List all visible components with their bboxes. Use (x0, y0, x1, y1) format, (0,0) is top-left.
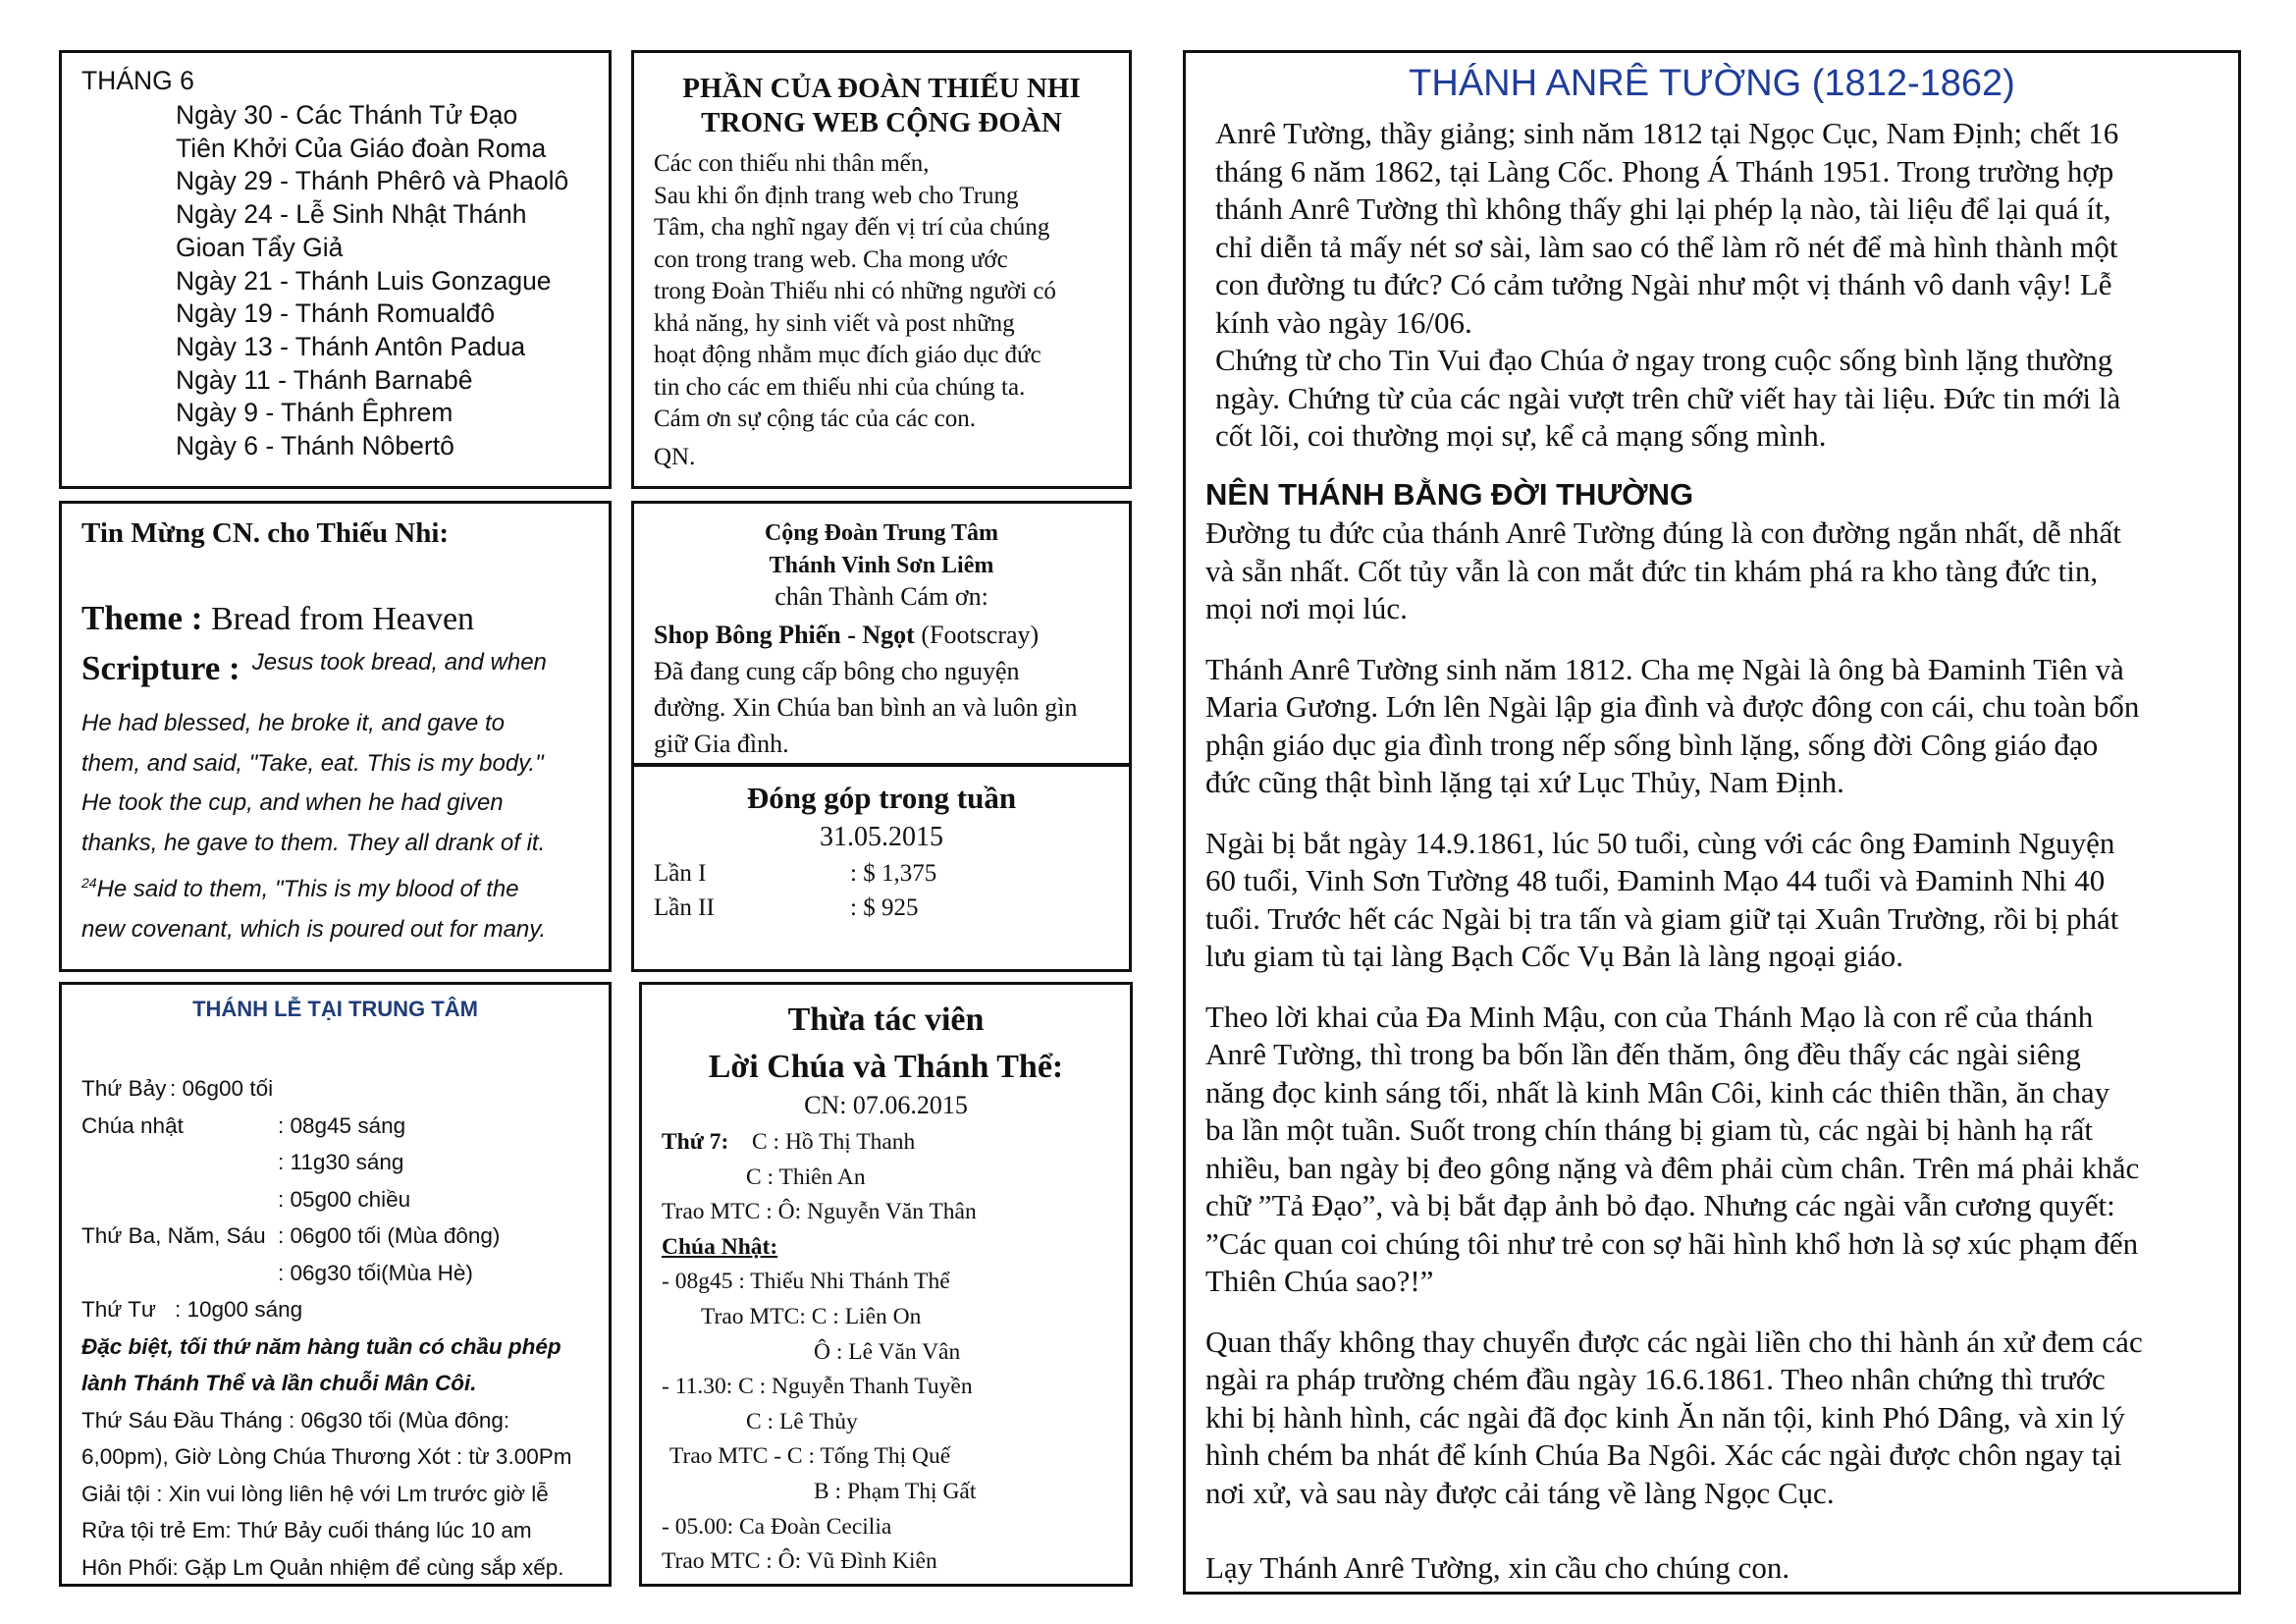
mass-note: Hôn Phối: Gặp Lm Quản nhiệm để cùng sắp xếp. (81, 1554, 564, 1580)
saint-paragraph: Ngài bị bắt ngày 14.9.1861, lúc 50 tuổi, cùng với các ông Đaminh Nguyện 60 tuổi, Vinh Sơn Tường 48 tuổi, Đaminh Mạo 44 tuổi và Đaminh Nhi 40 tuổi. Trước hết các Ngài bị tra tấn và giam giữ tại Xuân Trường, rồi bị phát lưu giam tù tại làng Bạch Cốc Vụ Bản là làng ngoại giáo. (1205, 825, 2119, 973)
june-item: Ngày 9 - Thánh Êphrem (176, 398, 454, 428)
donation-title: Đóng góp trong tuần (746, 781, 1017, 815)
june-item: Ngày 13 - Thánh Antôn Padua (176, 331, 526, 361)
scripture-body: He had blessed, he broke it, and gave to them, and said, "Take, eat. This is my body." He took the cup, and when he had given thanks, he gave to them. They all drank of it. $^{24}$He said to them, "This is my blood of the new covenant, which is poured out for many. (81, 710, 547, 943)
saint-closing-prayer: Lạy Thánh Anrê Tường, xin cầu cho chúng con. (1205, 1550, 1790, 1585)
scripture-label: Scripture : (81, 649, 240, 687)
mass-special: Đặc biệt, tối thứ năm hàng tuần có chầu phép (81, 1333, 561, 1359)
mass-special: lành Thánh Thể và lần chuỗi Mân Côi. (81, 1371, 477, 1395)
saint-title: THÁNH ANRÊ TƯỜNG (1812-1862) (1409, 63, 2015, 104)
sunday-label: Chúa Nhật: (662, 1233, 778, 1260)
gospel-heading: Tin Mừng CN. cho Thiếu Nhi: (81, 517, 450, 549)
gospel-scripture-heading (81, 649, 547, 688)
ministers-box (639, 982, 1133, 1587)
saint-paragraph: Đường tu đức của thánh Anrê Tường đúng là con đường ngắn nhất, dễ nhất và sẵn nhất. Cốt tủy vẫn là con mắt đức tin khám phá ra kho tàng đức tin, mọi nơi mọi lúc. (1205, 515, 2121, 625)
theme-label: Theme : (81, 599, 203, 637)
thanks-heading: Cộng Đoàn Trung Tâm Thánh Vinh Sơn Liêm (764, 520, 999, 578)
saint-body (1205, 514, 2143, 1588)
mass-title: THÁNH LỄ TẠI TRUNG TÂM (192, 997, 478, 1021)
june-heading: THÁNG 6 (81, 66, 194, 95)
june-feasts-box (59, 50, 612, 489)
june-item: Gioan Tẩy Giả (176, 232, 344, 262)
gospel-box (59, 501, 612, 972)
june-item: Ngày 29 - Thánh Phêrô và Phaolô (176, 166, 569, 196)
ministers-date: CN: 07.06.2015 (804, 1091, 968, 1119)
donation-date: 31.05.2015 (820, 822, 943, 852)
donation-row: Lần I : $ 1,375 (654, 860, 937, 887)
ministers-list: Thứ 7: C : Hồ Thị Thanh C : Thiên An Trao MTC : Ô: Nguyễn Văn Thân Chúa Nhật: - 08g45 : Thiếu Nhi Thánh Thể Trao MTC: C : Liên On Ô : Lê Văn Vân - 11.30: C : Nguyễn Thanh Tuyền C : Lê Thủy Trao MTC - C : Tống Thị Quế B : Phạm Thị Gất - 05.00: Ca Đoàn Cecilia Trao MTC : Ô: Vũ Đình Kiên (662, 1125, 1123, 1580)
thanks-body: Shop Bông Phiến - Ngọt (Footscray) Đã đang cung cấp bông cho nguyện đường. Xin Chúa ban bình an và luôn gìn giữ Gia đình. (654, 621, 1078, 758)
sat-label: Thứ 7: (662, 1129, 729, 1155)
theme-value: Bread from Heaven (210, 601, 475, 637)
mass-note: Rửa tội trẻ Em: Thứ Bảy cuối tháng lúc 10 am (81, 1518, 532, 1543)
saint-paragraph: Quan thấy không thay chuyển được các ngài liền cho thi hành án xử đem các ngài ra pháp trường chém đầu ngày 16.6.1861. Theo nhân chứng thì trước khi bị hành hình, các ngài đã đọc kinh Ăn năn tội, kinh Phó Dâng, và xin lý hình chém ba nhát để kính Chúa Ba Ngôi. Xác các ngài được chôn ngay tại nơi xử, và sau này được cải táng về làng Ngọc Cục. (1205, 1324, 2143, 1510)
june-item: Ngày 19 - Thánh Romualđô (176, 298, 496, 329)
saint-intro: Anrê Tường, thầy giảng; sinh năm 1812 tại Ngọc Cục, Nam Định; chết 16 tháng 6 năm 1862, tại Làng Cốc. Phong Á Thánh 1951. Trong trường hợp thánh Anrê Tường thì không thấy ghi lại phép lạ nào, tài liệu để lại quá ít, chỉ diễn tả mấy nét sơ sài, làm sao có thể làm rõ nét để mà hình thành một con đường tu đức? Có cảm tưởng Ngài như một vị thánh vô danh vậy! Lễ kính vào ngày 16/06. Chứng từ cho Tin Vui đạo Chúa ở ngay trong cuộc sống bình lặng thường ngày. Chứng từ của các ngài vượt trên chữ viết hay tài liệu. Đức tin mới là cốt lõi, coi thường mọi sự, kể cả mạng sống mình. (1215, 116, 2121, 453)
donation-box (631, 764, 1132, 972)
youth-web-signature: QN. (654, 443, 696, 470)
mass-times: Thứ Bảy : 06g00 tối Chúa nhật : 08g45 sáng : 11g30 sáng : 05g00 chiều Thứ Ba, Năm, Sáu : 06g00 tối (Mùa đông) : 06g30 tối(Mùa Hè) Thứ Tư : 10g00 sáng Đặc biệt, tối thứ năm hàng tuần có chầu phép lành Thánh Thể và lần chuỗi Mân Côi. Thứ Sáu Đầu Tháng : 06g30 tối (Mùa đông: 6,00pm), Giờ Lòng Chúa Thương Xót : từ 3.00Pm Giải tội : Xin vui lòng liên hệ với Lm trước giờ lễ Rửa tội trẻ Em: Thứ Bảy cuối tháng lúc 10 am Hôn Phối: Gặp Lm Quản nhiệm để cùng sắp xếp. (81, 1070, 602, 1586)
mass-schedule-box (59, 982, 612, 1587)
verse-number: 24 (81, 875, 97, 891)
shop-name: Shop Bông Phiến - Ngọt (654, 621, 915, 649)
youth-web-body: Các con thiếu nhi thân mến, Sau khi ổn định trang web cho Trung Tâm, cha nghĩ ngay đến vị trí của chúng con trong trang web. Cha mong ước trong Đoàn Thiếu nhi có những người có khả năng, hy sinh viết và post những hoạt động nhằm mục đích giáo dục đức tin cho các em thiếu nhi của chúng ta. Cám ơn sự cộng tác của các con. QN. (654, 148, 1056, 473)
ministers-title: Thừa tác viên Lời Chúa và Thánh Thể: (708, 1001, 1064, 1085)
mass-note: Giải tội : Xin vui lòng liên hệ với Lm trước giờ lễ (81, 1481, 549, 1506)
saint-paragraph: Thánh Anrê Tường sinh năm 1812. Cha mẹ Ngài là ông bà Đaminh Tiên và Maria Gương. Lớn lên Ngài lập gia đình và được đông con cái, chu toàn bổn phận giáo dục gia đình trong nếp sống bình lặng, sống đời Công giáo đạo đức cũng thật bình lặng tại xứ Lục Thủy, Nam Định. (1205, 651, 2140, 799)
june-item: Ngày 6 - Thánh Nôbertô (176, 431, 454, 461)
saint-article-box (1183, 50, 2241, 1595)
june-item: Ngày 21 - Thánh Luis Gonzague (176, 265, 552, 296)
youth-web-title: PHẦN CỦA ĐOÀN THIẾU NHI TRONG WEB CỘNG ĐOÀN (682, 73, 1081, 138)
mass-note: 6,00pm), Giờ Lòng Chúa Thương Xót : từ 3.00Pm (81, 1444, 572, 1469)
thanks-subline: chân Thành Cám ơn: (774, 582, 988, 611)
scripture-first: Jesus took bread, and when (251, 649, 547, 676)
saint-subheading: NÊN THÁNH BẰNG ĐỜI THƯỜNG (1205, 477, 1694, 512)
youth-web-box (631, 50, 1132, 489)
june-item: Ngày 30 - Các Thánh Tử Đạo (176, 100, 518, 130)
june-list (176, 99, 568, 463)
gospel-theme (81, 599, 474, 638)
shop-place: (Footscray) (921, 621, 1040, 649)
june-item: Ngày 24 - Lễ Sinh Nhật Thánh (176, 199, 527, 230)
donation-row: Lần II : $ 925 (654, 894, 919, 921)
mass-note: Thứ Sáu Đầu Tháng : 06g30 tối (Mùa đông: (81, 1407, 510, 1433)
saint-paragraph: Theo lời khai của Đa Minh Mậu, con của Thánh Mạo là con rể của thánh Anrê Tường, thì trong ba bốn lần đến thăm, ông đều thấy các ngài siêng năng đọc kinh sáng tối, nhất là kinh Mân Côi, kinh các thiên thần, ăn chay ba lần một tuần. Suốt trong chín tháng bị giam tù, các ngài bị hành hạ rất nhiều, ban ngày bị đeo gông nặng và đêm phải cùm chân. Trên má phải khắc chữ ”Tả Đạo”, và bị bắt đạp ảnh bỏ đạo. Nhưng các ngài vẫn cương quyết: ”Các quan coi chúng tôi như trẻ con sợ hãi hình khổ hơn là sợ xúc phạm đến Thiên Chúa sao?!” (1205, 999, 2140, 1298)
june-item: Tiên Khởi Của Giáo đoàn Roma (176, 133, 547, 163)
thanks-box (631, 501, 1132, 766)
june-item: Ngày 11 - Thánh Barnabê (176, 364, 473, 395)
